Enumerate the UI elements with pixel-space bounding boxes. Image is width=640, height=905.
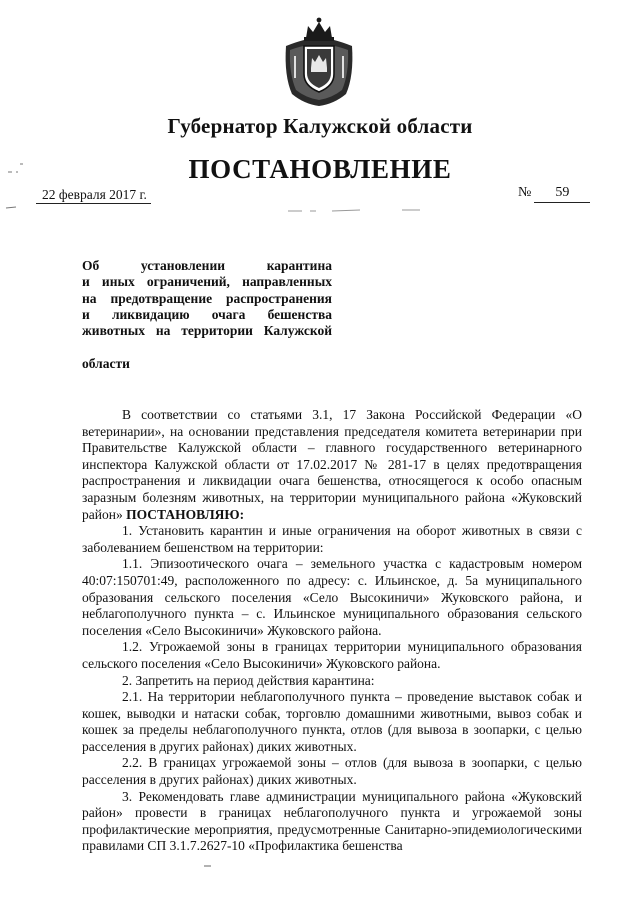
subject-line: на предотвращение распространения (82, 290, 332, 306)
document-date: 22 февраля 2017 г. (36, 186, 151, 204)
document-number (518, 184, 590, 203)
clause-paragraph: 2.2. В границах угрожаемой зоны – отлов (для вывоза в зоопарки, с целью расселения в других районах) диких животных. (82, 755, 582, 788)
issuing-authority: Губернатор Калужской области (167, 114, 473, 138)
document-body (82, 407, 582, 855)
preamble-paragraph (82, 407, 582, 523)
scan-margin-marks (4, 162, 28, 210)
decree-word: ПОСТАНОВЛЯЮ: (126, 506, 245, 522)
kaluga-coat-of-arms-icon (282, 16, 356, 108)
clause-paragraph: 1.1. Эпизоотического очага – земельного участка с кадастровым номером 40:07:150701:49, расположенного по адресу: с. Ильинское, д. 5а муниципального образования сельского поселения «Село Высокиничи» Жуковского района, и неблагополучного пункта – с. Ильинское муниципального образования сельского поселения «Село Высокиничи» Жуковского района. (82, 556, 582, 638)
subject-line: и иных ограничений, направленных (82, 274, 332, 290)
clause-paragraph: 2.1. На территории неблагополучного пункта – проведение выставок собак и кошек, выводки и натаски собак, торговлю домашними животными, вывоз собак и кошек за пределы неблагополучного пункта, отлов (для вывоза в зоопарки, с целью расселения в других районах) диких животных. (82, 689, 582, 754)
preamble-text: В соответствии со статьями 3.1, 17 Закона Российской Федерации «О ветеринарии», на основании представления председателя комитета ветеринарии при Правительстве Калужской области – главного государственного ветеринарного инспектора Калужской области от 17.02.2017 № 281-17 в целях предотвращения распространения и ликвидации очага бешенства, относящегося к особо опасным заразным болезням животных, на территории муниципального района «Жуковский район» (82, 407, 582, 522)
scan-noise-marks (280, 208, 430, 214)
number-value: 59 (534, 184, 590, 203)
scan-speck (203, 864, 213, 868)
subject-line: и ликвидацию очага бешенства (82, 306, 332, 322)
clause-paragraph: 2. Запретить на период действия карантина: (122, 672, 375, 688)
subject-line: области (82, 356, 130, 371)
clause-paragraph: 3. Рекомендовать главе администрации муниципального района «Жуковский район» провести в границах неблагополучного пункта и угрожаемой зоны профилактические мероприятия, предусмотренные Санитарно-эпидемиологическими правилами СП 3.1.7.2627-10 «Профилактика бешенства (82, 788, 582, 854)
subject-line: Об установлении карантина (82, 258, 332, 273)
subject-line: животных на территории Калужской (82, 323, 332, 339)
number-label: № (518, 185, 532, 200)
document-type-title: ПОСТАНОВЛЕНИЕ (188, 154, 452, 184)
clause-paragraph: 1.2. Угрожаемой зоны в границах территории муниципального образования сельского поселения «Село Высокиничи» Жуковского района. (82, 639, 582, 671)
clause-paragraph: 1. Установить карантин и иные ограничения на оборот животных в связи с заболеванием бешенством на территории: (82, 523, 582, 555)
document-subject (82, 258, 332, 339)
